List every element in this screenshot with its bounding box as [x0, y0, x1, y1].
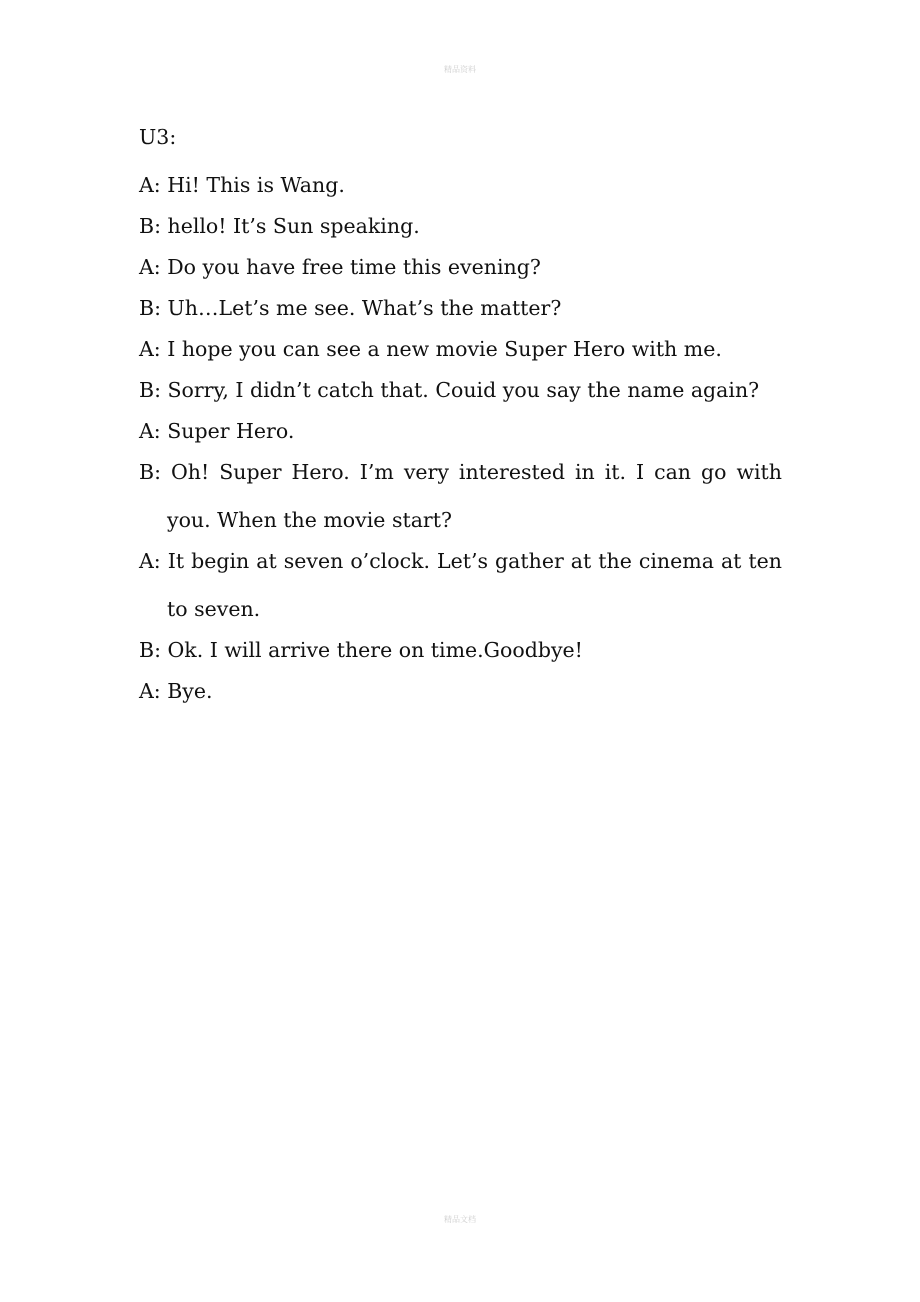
dialogue-line: A: Bye. — [139, 679, 213, 703]
dialogue-line: A: It begin at seven o’clock. Let’s gather at the cinema at ten to seven. — [139, 549, 782, 621]
footer-watermark: 精品文档 — [444, 1215, 476, 1224]
header-watermark: 精品资料 — [444, 65, 476, 74]
dialogue-line: A: Do you have free time this evening? — [139, 255, 541, 279]
dialogue-line: B: Uh…Let’s me see. What’s the matter? — [139, 296, 562, 320]
dialogue-line: B: Oh! Super Hero. I’m very interested in it. I can go with you. When the movie start? — [139, 460, 782, 532]
dialogue-line: A: Hi! This is Wang. — [139, 173, 345, 197]
dialogue-content — [139, 120, 782, 715]
dialogue-list — [139, 161, 782, 715]
dialogue-line: A: Super Hero. — [139, 419, 295, 443]
unit-title: U3: — [139, 125, 177, 149]
dialogue-line: A: I hope you can see a new movie Super Hero with me. — [139, 337, 722, 361]
dialogue-line: B: hello! It’s Sun speaking. — [139, 214, 420, 238]
dialogue-line: B: Ok. I will arrive there on time.Goodbye! — [139, 638, 583, 662]
dialogue-line: B: Sorry, I didn’t catch that. Couid you say the name again? — [139, 378, 760, 402]
